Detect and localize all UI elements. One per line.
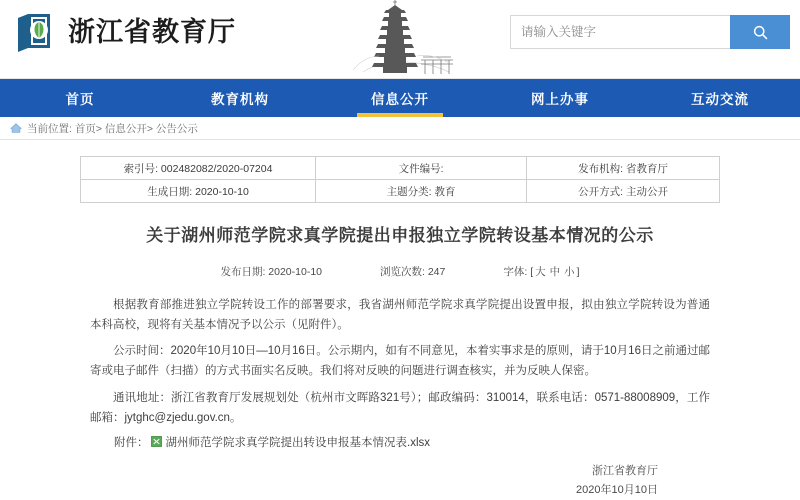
publisher-cell: 发布机构: 省教育厅: [527, 157, 720, 180]
breadcrumb: [0, 117, 800, 140]
paragraph-3: 通讯地址：浙江省教育厅发展规划处（杭州市文晖路321号）；邮政编码：310014，联系电话：0571-88008909，工作邮箱：jytghc@zjedu.gov.cn。: [90, 391, 710, 424]
paragraph-2: 公示时间：2020年10月10日—10月16日。公示期内，如有不同意见，本着实事求是的原则，请于10月16日之前通过邮寄或电子邮件（扫描）的方式书面实名反映。我们将对反映的问题进行调查核实，并为反映人保密。: [90, 345, 710, 378]
file-number-cell: 文件编号:: [316, 157, 527, 180]
brand-title: 浙江省教育厅: [68, 16, 236, 47]
attachment-label: 附件：: [114, 436, 149, 449]
bracket-close: ]: [576, 266, 580, 279]
document-body: [80, 295, 720, 500]
paragraph-1: 根据教育部推进独立学院转设工作的部署要求，我省湖州师范学院求真学院提出设置申报，拟由独立学院转设为普通本科高校，现将有关基本情况予以公示（见附件）。: [90, 299, 710, 332]
nav-item-online-services[interactable]: [480, 79, 640, 117]
content-area: [0, 156, 800, 500]
signature-org: 浙江省教育厅: [592, 464, 658, 477]
nav-item-label: 信息公开: [371, 92, 429, 107]
font-size-large-button[interactable]: 大: [535, 266, 546, 279]
search-icon: [752, 24, 769, 41]
home-icon: [10, 122, 22, 134]
main-navigation: [0, 79, 800, 117]
bracket-open: [: [530, 266, 534, 279]
font-size-label: 字体:: [503, 266, 528, 279]
search-button[interactable]: [730, 15, 790, 49]
nav-item-home[interactable]: [0, 79, 160, 117]
font-size-controls: [503, 264, 579, 279]
pagoda-illustration-icon: [345, 0, 460, 78]
excel-file-icon: [151, 436, 162, 447]
table-row: [81, 180, 720, 203]
subject-category-cell: 主题分类: 教育: [316, 180, 527, 203]
nav-item-label: 网上办事: [531, 92, 589, 107]
brand[interactable]: [12, 9, 236, 55]
breadcrumb-text: 当前位置: 首页> 信息公开> 公告公示: [27, 122, 198, 135]
attachment-link[interactable]: 湖州师范学院求真学院提出转设申报基本情况表.xlsx: [165, 436, 430, 449]
nav-item-education-institutions[interactable]: [160, 79, 320, 117]
nav-item-label: 首页: [65, 92, 95, 107]
table-row: [81, 157, 720, 180]
font-size-small-button[interactable]: 小: [564, 266, 575, 279]
document-info-table: [80, 156, 720, 203]
search-input[interactable]: [510, 15, 730, 49]
nav-item-information-disclosure[interactable]: [320, 79, 480, 117]
attachment-row: [90, 434, 710, 450]
document-signature: [90, 462, 710, 500]
disclosure-method-cell: 公开方式: 主动公开: [527, 180, 720, 203]
page-title: 关于湖州师范学院求真学院提出申报独立学院转设基本情况的公示: [146, 226, 654, 245]
nav-item-label: 教育机构: [211, 92, 269, 107]
site-header: [0, 0, 800, 79]
nav-item-interaction[interactable]: [640, 79, 800, 117]
index-number-cell: 索引号: 002482082/2020-07204: [81, 157, 316, 180]
created-date-cell: 生成日期: 2020-10-10: [81, 180, 316, 203]
book-leaf-logo-icon: [12, 9, 58, 55]
nav-item-label: 互动交流: [691, 92, 749, 107]
document-meta: [80, 264, 720, 279]
font-size-medium-button[interactable]: 中: [549, 266, 561, 279]
signature-date: 2020年10月10日: [576, 484, 658, 497]
publish-date: 发布日期: 2020-10-10: [220, 266, 322, 279]
search-box[interactable]: [510, 15, 790, 49]
view-count: 浏览次数: 247: [380, 266, 446, 279]
